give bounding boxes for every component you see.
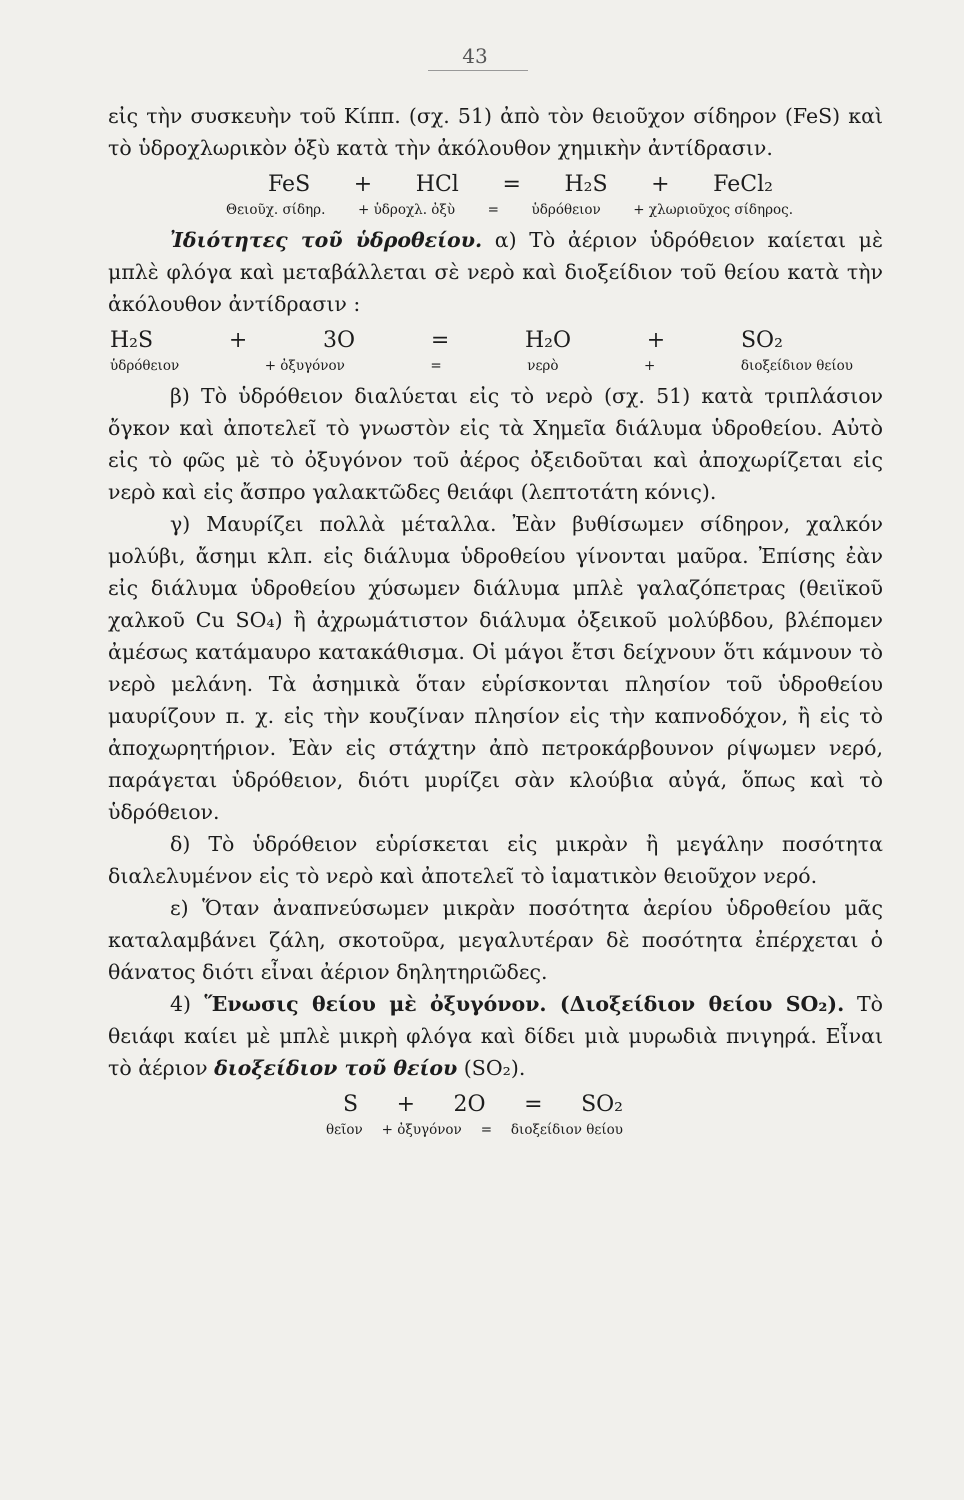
equation-h2s-combustion-words	[108, 356, 883, 376]
eq-term: FeS	[268, 172, 311, 197]
page-body	[108, 100, 883, 1144]
eq-term: H₂S	[564, 172, 608, 197]
paragraph-section-4	[108, 988, 883, 1084]
eq-word: θεῖον	[326, 1122, 363, 1138]
eq-word: διοξείδιον θείου	[740, 358, 853, 374]
eq-word: + χλωριοῦχος σίδηρος.	[633, 202, 793, 218]
eq-term: +	[646, 328, 666, 353]
paragraph-text: Τὸ θειάφι καίει μὲ μπλὲ μικρὴ φλόγα καὶ δίδει μιὰ μυρωδιὰ πνιγηρά. Εἶναι τὸ ἀέριον	[108, 992, 883, 1080]
eq-word: νερὸ	[527, 358, 559, 374]
eq-term: SO₂	[581, 1092, 623, 1117]
eq-term: =	[502, 172, 521, 197]
eq-word: ὑδρόθειον	[531, 202, 601, 218]
paragraph-text: (SO₂).	[457, 1056, 526, 1080]
eq-word: +	[644, 358, 656, 374]
eq-word: =	[480, 1122, 492, 1138]
paragraph-text: α) Τὸ ἀέριον ὑδρόθειον καίεται μὲ μπλὲ φλόγα καὶ μεταβάλλεται σὲ νερὸ καὶ διοξείδιον τοῦ θείου κατὰ τὴν ἀκόλουθον ἀντίδρασιν :	[108, 228, 883, 316]
eq-term: =	[524, 1092, 543, 1117]
header-rule	[428, 70, 528, 71]
paragraph-properties-d: δ) Τὸ ὑδρόθειον εὑρίσκεται εἰς μικρὰν ἢ μεγάλην ποσότητα διαλελυμένον εἰς τὸ νερὸ καὶ ἀποτελεῖ τὸ ἰαματικὸν θειοῦχον νερό.	[108, 832, 883, 888]
eq-word: Θειοῦχ. σίδηρ.	[226, 202, 326, 218]
paragraph-properties-a	[108, 224, 883, 320]
eq-term: S	[343, 1092, 359, 1117]
emphasis-term: διοξείδιον τοῦ θείου	[214, 1056, 458, 1080]
eq-word: διοξείδιον θείου	[510, 1122, 623, 1138]
page-number: 43	[462, 44, 488, 68]
eq-term: 2O	[453, 1092, 486, 1117]
eq-word: + ὀξυγόνον	[264, 358, 345, 374]
paragraph-intro: εἰς τὴν συσκευὴν τοῦ Κίππ. (σχ. 51) ἀπὸ τὸν θειοῦχον σίδηρον (FeS) καὶ τὸ ὑδροχλωρικὸν ὀξὺ κατὰ τὴν ἀκόλουθον χημικὴν ἀντίδρασιν.	[108, 104, 883, 160]
eq-word: + ὀξυγόνον	[381, 1122, 462, 1138]
equation-fes-hcl	[108, 170, 883, 200]
paragraph-properties-c: γ) Μαυρίζει πολλὰ μέταλλα. Ἐὰν βυθίσωμεν σίδηρον, χαλκόν μολύβι, ἄσημι κλπ. εἰς διάλυμα ὑδροθείου γίνονται μαῦρα. Ἐπίσης ἐὰν εἰς διάλυμα ὑδροθείου χύσωμεν διάλυμα μπλὲ γαλαζόπετρας (θειϊκοῦ χαλκοῦ Cu SO₄) ἢ ἀχρωμάτιστον διάλυμα ὀξεικοῦ μολύβδου, βλέπομεν ἀμέσως κατάμαυρο κατακάθισμα. Οἱ μάγοι ἔτσι δείχνουν ὅτι κάμνουν τὸ νερὸ μελάνη. Τὰ ἀσημικὰ ὅταν εὑρίσκονται πλησίον τοῦ ὑδροθείου μαυρίζουν π. χ. εἰς τὴν κουζίναν πλησίον εἰς τὴν καπνοδόχον, ἢ εἰς τὸ ἀποχωρητήριον. Ἐὰν εἰς στάχτην ἀπὸ πετροκάρβουνον ρίψωμεν νερό, παράγεται ὑδρόθειον, διότι μυρίζει σὰν κλούβια αὐγά, ὅπως καὶ τὸ ὑδρόθειον.	[108, 512, 883, 824]
eq-term: H₂S	[110, 328, 154, 353]
eq-term: 3O	[323, 328, 356, 353]
eq-term: SO₂	[740, 328, 783, 353]
equation-sulfur-combustion-words	[108, 1120, 883, 1140]
eq-word: + ὑδροχλ. ὀξὺ	[357, 202, 456, 218]
eq-word: ὑδρόθειον	[110, 358, 180, 374]
eq-term: H₂O	[525, 328, 572, 353]
section-heading: Ἰδιότητες τοῦ ὑδροθείου.	[170, 228, 483, 252]
paragraph-properties-e: ε) Ὅταν ἀναπνεύσωμεν μικρὰν ποσότητα ἀερίου ὑδροθείου μᾶς καταλαμβάνει ζάλη, σκοτοῦρα, μεγαλυτέραν δὲ ποσότητα ἐπέρχεται ὁ θάνατος διότι εἶναι ἀέριον δηλητηριῶδες.	[108, 896, 883, 984]
equation-sulfur-combustion	[108, 1090, 883, 1120]
eq-term: =	[430, 328, 450, 353]
eq-term: +	[651, 172, 670, 197]
equation-h2s-combustion	[108, 326, 883, 356]
eq-term: FeCl₂	[713, 172, 773, 197]
eq-term: +	[396, 1092, 416, 1117]
equation-fes-hcl-words	[108, 200, 883, 220]
eq-word: =	[487, 202, 499, 218]
eq-word: =	[430, 358, 442, 374]
section-heading: Ἕνωσις θείου μὲ ὀξυγόνον. (Διοξείδιον θείου SO₂).	[191, 992, 845, 1016]
paragraph-properties-b: β) Τὸ ὑδρόθειον διαλύεται εἰς τὸ νερὸ (σχ. 51) κατὰ τριπλάσιον ὄγκον καὶ ἀποτελεῖ τὸ γνωστὸν εἰς τὰ Χημεῖα διάλυμα ὑδροθείου. Αὐτὸ εἰς τὸ φῶς μὲ τὸ ὀξυγόνον τοῦ ἀέρος ὀξειδοῦται καὶ ἀποχωρίζεται εἰς νερὸ καὶ εἰς ἄσπρο γαλακτῶδες θειάφι (λεπτοτάτη κόνις).	[108, 384, 883, 504]
section-number: 4)	[170, 992, 192, 1016]
eq-term: +	[228, 328, 248, 353]
eq-term: +	[353, 172, 373, 197]
eq-term: HCl	[415, 172, 459, 197]
